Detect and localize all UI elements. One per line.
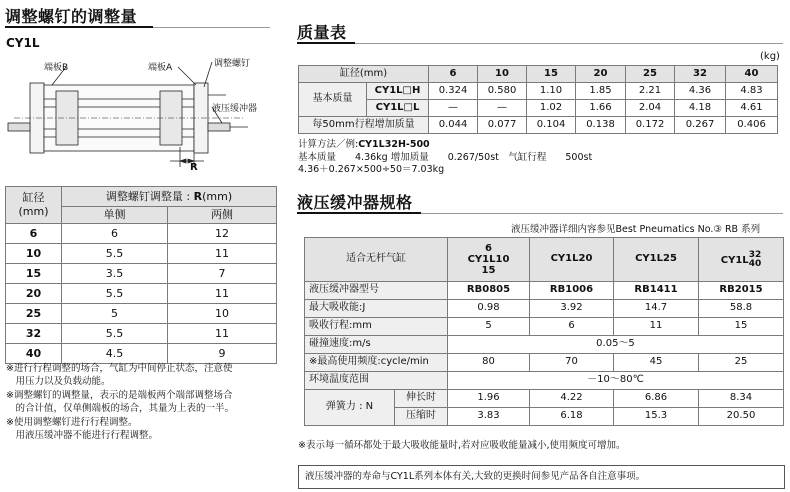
mass-row-basic: 基本质量 [299, 83, 367, 117]
mass-table [298, 65, 778, 134]
shock-life-note: 液压缓冲器的寿命与CY1L系列本体有关,大致的更换时间参见产品各自注意事项。 [305, 471, 646, 482]
mass-add-value: 0.172 [626, 117, 675, 134]
adjust-col-bore-unit: (mm) [18, 205, 49, 218]
mass-h-value: 4.83 [726, 83, 778, 100]
shock-temp-value: －10～80℃ [448, 372, 784, 390]
adjust-bore-cell: 15 [6, 264, 62, 284]
shock-reference: 液压缓冲器详细内容参见Best Pneumatics No.③ RB 系列 [511, 224, 761, 235]
adjust-double-cell: 11 [168, 244, 277, 264]
plate-b-label: 端板B [44, 63, 69, 73]
shock-note: ※表示每一循环都处于最大吸收能量时,若对应吸收能量减小,使用频度可增加。 [298, 440, 626, 451]
shock-row-value: 3.92 [530, 300, 614, 318]
adjust-row [6, 284, 277, 304]
adjust-single-cell: 5.5 [62, 324, 168, 344]
cylinder-drawing [0, 55, 280, 175]
shock-title-rule-thin [421, 213, 783, 214]
shock-row-value: 0.98 [448, 300, 530, 318]
shock-row-value: 11 [614, 318, 699, 336]
shock-row-value: 15 [699, 318, 784, 336]
mass-h-value: 0.580 [478, 83, 527, 100]
shock-col-cy1l32-top: 32 [748, 249, 762, 260]
shock-extend-label: 伸长时 [395, 390, 448, 408]
shock-extend-value: 8.34 [699, 390, 784, 408]
mass-h-value: 1.85 [576, 83, 626, 100]
shock-row [305, 318, 784, 336]
shock-col-cy1l10-bot: 15 [481, 265, 496, 276]
shock-compress-value: 15.3 [614, 408, 699, 426]
mass-h-value: 0.324 [429, 83, 478, 100]
mass-h-value: 2.21 [626, 83, 675, 100]
mass-row-add: 每50mm行程增加质量 [299, 117, 429, 134]
shock-row [305, 300, 784, 318]
adjust-note-line: 用液压缓冲器不能进行行程调整。 [6, 430, 159, 442]
mass-calc-line1 [298, 139, 592, 152]
adjust-single-cell: 3.5 [62, 264, 168, 284]
adjust-col-bore-label: 缸径 [22, 191, 45, 204]
adjust-double-cell: 11 [168, 324, 277, 344]
shock-speed-value: 0.05～5 [448, 336, 784, 354]
mass-calc [298, 139, 592, 177]
adjust-single-cell: 6 [62, 224, 168, 244]
mass-l-value: 4.61 [726, 100, 778, 117]
shock-freq-label: ※最高使用频度:cycle/min [305, 354, 448, 372]
shock-col-cy1l20: CY1L20 [530, 238, 614, 282]
shock-speed-label: 碰撞速度:m/s [305, 336, 448, 354]
mass-add-value: 0.406 [726, 117, 778, 134]
adjust-col-bore [6, 187, 62, 224]
shock-compress-value: 3.83 [448, 408, 530, 426]
mass-calc-line2: 基本质量 4.36kg 增加质量 0.267/50st 气缸行程 500st [298, 151, 593, 163]
adjust-row [6, 224, 277, 244]
mass-unit: (kg) [760, 51, 780, 62]
mass-l-value: 1.02 [527, 100, 576, 117]
r-dimension-label: R [190, 162, 198, 173]
adjust-double-cell: 10 [168, 304, 277, 324]
mass-l-value: — [478, 100, 527, 117]
shock-row-value: RB0805 [448, 282, 530, 300]
mass-l-value: — [429, 100, 478, 117]
adjust-notes [6, 362, 234, 442]
shock-row-label: 吸收行程:mm [305, 318, 448, 336]
adjust-double-cell: 11 [168, 284, 277, 304]
mass-add-value: 0.104 [527, 117, 576, 134]
shock-col-cy1l32-40 [699, 238, 784, 282]
adjust-note-line: ※进行行程调整的场合，气缸为中间停止状态，注意使 [6, 363, 233, 374]
adjust-row [6, 344, 277, 364]
mass-bore-header: 10 [478, 66, 527, 83]
adjust-bore-cell: 6 [6, 224, 62, 244]
mass-title-rule [297, 42, 355, 44]
mass-calc-label: 计算方法／例: [298, 139, 359, 150]
adjust-row [6, 244, 277, 264]
shock-row-value: 6 [530, 318, 614, 336]
mass-bore-header: 6 [429, 66, 478, 83]
shock-col-cy1l32-bot: 40 [748, 258, 762, 269]
adjust-title-rule [5, 26, 153, 28]
mass-bore-header: 32 [675, 66, 726, 83]
adjust-note-line: 的合计值，仅单侧端板的场合，其量为上表的一半。 [6, 403, 235, 415]
adjust-col-amount [62, 187, 277, 207]
mass-h-value: 1.10 [527, 83, 576, 100]
mass-add-value: 0.138 [576, 117, 626, 134]
shock-compress-label: 压缩时 [395, 408, 448, 426]
mass-calc-line3: 4.36＋0.267×500÷50＝7.03kg [298, 164, 445, 175]
adjust-note-line: ※使用调整螺钉进行行程调整。 [6, 416, 138, 428]
mass-l-value: 1.66 [576, 100, 626, 117]
adjust-col-amount-r: R [193, 189, 203, 203]
mass-bore-header: 25 [626, 66, 675, 83]
cylinder-diagram [0, 55, 280, 175]
mass-add-value: 0.044 [429, 117, 478, 134]
shock-row [305, 282, 784, 300]
shock-row-label: 液压缓冲器型号 [305, 282, 448, 300]
shock-row-label: 最大吸收能:J [305, 300, 448, 318]
adjust-double-cell: 7 [168, 264, 277, 284]
shock-table [304, 237, 784, 426]
adjust-row [6, 304, 277, 324]
adjust-single-cell: 4.5 [62, 344, 168, 364]
shock-row-value: RB1411 [614, 282, 699, 300]
adjust-double-cell: 12 [168, 224, 277, 244]
adjust-single-cell: 5 [62, 304, 168, 324]
adjust-bore-cell: 40 [6, 344, 62, 364]
adjust-title-rule-thin [153, 27, 270, 28]
shock-col-label: 适合无杆气缸 [305, 238, 448, 282]
adjust-double-cell: 9 [168, 344, 277, 364]
model-label: CY1L [6, 36, 40, 50]
mass-calc-model: CY1L32H-500 [358, 139, 430, 150]
shock-row-value: 14.7 [614, 300, 699, 318]
adjust-table [5, 186, 277, 364]
adjust-single-cell: 5.5 [62, 284, 168, 304]
shock-row-value: RB2015 [699, 282, 784, 300]
mass-h-value: 4.36 [675, 83, 726, 100]
adjust-note-line: ※调整螺钉的调整量，表示的是端板两个端部调整场合 [6, 389, 233, 401]
adjust-bore-cell: 32 [6, 324, 62, 344]
shock-col-cy1l10-mid: CY1L10 [467, 254, 510, 265]
shock-title: 液压缓冲器规格 [297, 193, 413, 212]
mass-l-value: 2.04 [626, 100, 675, 117]
shock-extend-value: 1.96 [448, 390, 530, 408]
adjust-row [6, 264, 277, 284]
shock-life-box [298, 465, 785, 489]
shock-row-value: RB1006 [530, 282, 614, 300]
mass-col-bore: 缸径(mm) [299, 66, 429, 83]
shock-row-value: 58.8 [699, 300, 784, 318]
adjust-note-line: 用压力以及负载动能。 [6, 376, 111, 388]
plate-a-label: 端板A [148, 63, 173, 73]
adjust-col-single: 单侧 [62, 207, 168, 224]
adjust-single-cell: 5.5 [62, 244, 168, 264]
mass-add-value: 0.267 [675, 117, 726, 134]
adjust-title: 调整螺钉的调整量 [5, 7, 138, 26]
adjust-col-amount-unit: (mm) [202, 189, 233, 203]
adjust-col-double: 两侧 [168, 207, 277, 224]
shock-freq-value: 80 [448, 354, 530, 372]
mass-title: 质量表 [297, 23, 347, 42]
shock-absorber-label: 液压缓冲器 [212, 104, 258, 114]
shock-col-cy1l10 [448, 238, 530, 282]
adjust-screw-label: 调整螺钉 [214, 59, 251, 69]
shock-spring-label: 弹簧力 : N [305, 390, 395, 426]
adjust-bore-cell: 25 [6, 304, 62, 324]
shock-temp-label: 环境温度范围 [305, 372, 448, 390]
mass-row-h-model: CY1L□H [367, 83, 429, 100]
shock-title-rule [297, 212, 421, 214]
mass-add-value: 0.077 [478, 117, 527, 134]
shock-col-cy1l25: CY1L25 [614, 238, 699, 282]
adjust-bore-cell: 10 [6, 244, 62, 264]
shock-col-cy1l10-top: 6 [485, 243, 492, 254]
mass-bore-header: 20 [576, 66, 626, 83]
mass-title-rule-thin [355, 43, 783, 44]
shock-freq-value: 45 [614, 354, 699, 372]
mass-row-l-model: CY1L□L [367, 100, 429, 117]
shock-col-cy1l32-base: CY1L [720, 254, 749, 266]
mass-bore-header: 15 [527, 66, 576, 83]
adjust-row [6, 324, 277, 344]
shock-extend-value: 4.22 [530, 390, 614, 408]
shock-extend-value: 6.86 [614, 390, 699, 408]
shock-freq-value: 70 [530, 354, 614, 372]
shock-compress-value: 20.50 [699, 408, 784, 426]
adjust-bore-cell: 20 [6, 284, 62, 304]
mass-bore-header: 40 [726, 66, 778, 83]
shock-row-value: 5 [448, 318, 530, 336]
mass-l-value: 4.18 [675, 100, 726, 117]
adjust-col-amount-label: 调整螺钉调整量 : [105, 189, 194, 203]
shock-freq-value: 25 [699, 354, 784, 372]
shock-compress-value: 6.18 [530, 408, 614, 426]
